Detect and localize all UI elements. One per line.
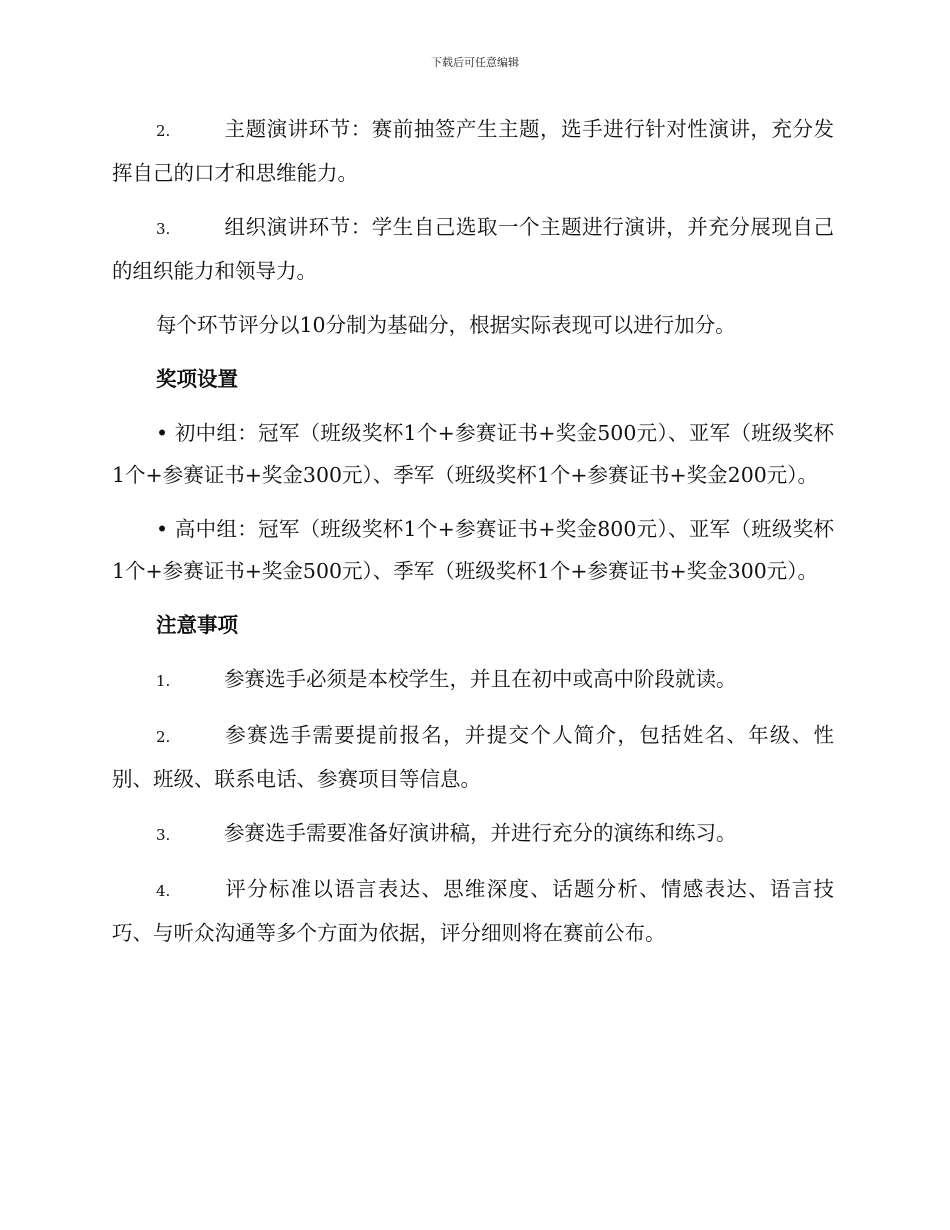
list-text: 参赛选手需要准备好演讲稿，并进行充分的演练和练习。 [224, 821, 737, 845]
document-body [112, 108, 834, 966]
list-number: 4. [156, 882, 171, 900]
list-text: 组织演讲环节：学生自己选取一个主题进行演讲，并充分展现自己的组织能力和领导力。 [112, 215, 834, 283]
note-item [112, 658, 834, 702]
list-number: 3. [156, 220, 171, 238]
round-item [112, 206, 834, 292]
list-number: 2. [156, 122, 171, 140]
list-number: 2. [156, 728, 171, 746]
list-text: 参赛选手必须是本校学生，并且在初中或高中阶段就读。 [224, 667, 737, 691]
list-text: 参赛选手需要提前报名，并提交个人简介，包括姓名、年级、性别、班级、联系电话、参赛项目等信息。 [112, 723, 834, 791]
scoring-note: 每个环节评分以10分制为基础分，根据实际表现可以进行加分。 [156, 313, 736, 337]
note-item [112, 868, 834, 954]
round-item [112, 108, 834, 194]
list-number: 3. [156, 826, 171, 844]
awards-heading: 奖项设置 [156, 367, 238, 391]
note-item [112, 714, 834, 800]
note-item [112, 812, 834, 856]
notes-heading: 注意事项 [156, 613, 238, 637]
award-item: • 高中组：冠军（班级奖杯1个+参赛证书+奖金800元）、亚军（班级奖杯1个+参赛证书+奖金500元）、季军（班级奖杯1个+参赛证书+奖金300元）。 [112, 517, 834, 583]
list-text: 主题演讲环节：赛前抽签产生主题，选手进行针对性演讲，充分发挥自己的口才和思维能力。 [112, 117, 834, 185]
list-number: 1. [156, 672, 171, 690]
page-header: 下载后可任意编辑 [431, 56, 519, 69]
list-text: 评分标准以语言表达、思维深度、话题分析、情感表达、语言技巧、与听众沟通等多个方面为依据，评分细则将在赛前公布。 [112, 877, 834, 945]
award-item: • 初中组：冠军（班级奖杯1个+参赛证书+奖金500元）、亚军（班级奖杯1个+参赛证书+奖金300元）、季军（班级奖杯1个+参赛证书+奖金200元）。 [112, 421, 834, 487]
